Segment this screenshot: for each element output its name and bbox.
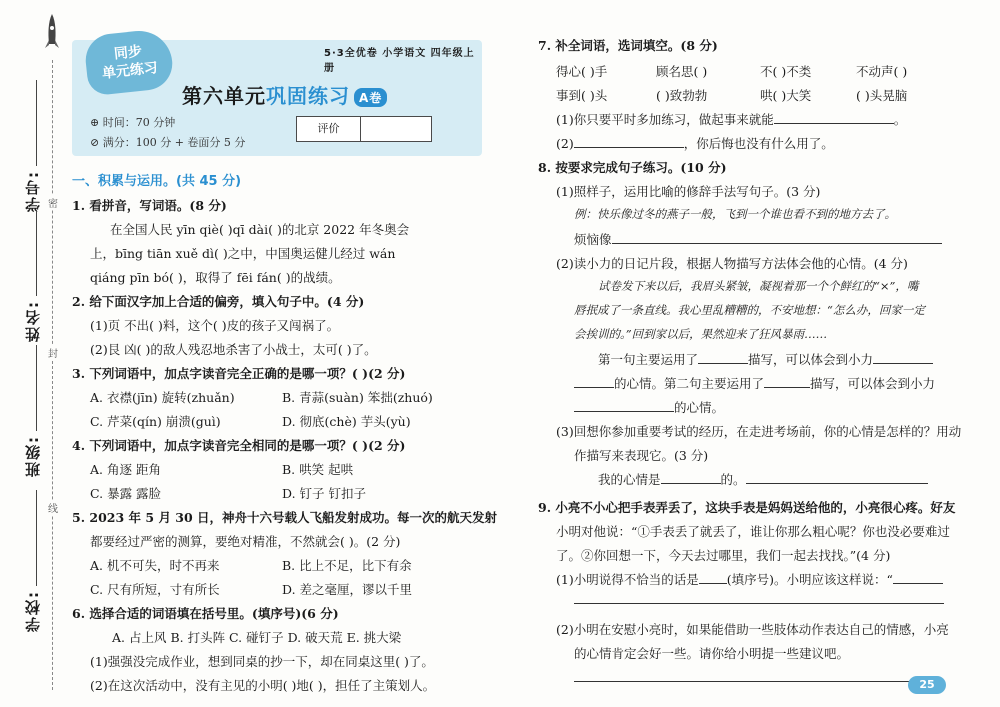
q1-line-2: 上，bīng tiān xuě dì( )之中，中国奥运健儿经过 wán bbox=[90, 246, 396, 261]
score-info: ⊘ 满分：100 分 + 卷面分 5 分 bbox=[90, 136, 246, 149]
q7-sentence-2 bbox=[556, 134, 834, 152]
q5-line-2: 都要经过严密的测算，要绝对精准，不然就会( )。(2 分) bbox=[90, 534, 401, 549]
page-number: 25 bbox=[908, 676, 946, 694]
q9-part-1-line bbox=[574, 592, 944, 607]
q3-option-d[interactable]: D. 彻底(chè) 芋头(yù) bbox=[282, 414, 411, 429]
q8-answer-3 bbox=[574, 398, 724, 416]
q7-word-4: 不动声( ) bbox=[856, 64, 908, 79]
q7-s1-text: (1)你只要平时多加练习，做起事来就能 bbox=[556, 112, 774, 127]
title-tag: A卷 bbox=[354, 88, 387, 107]
q8-mood-blank[interactable] bbox=[661, 483, 721, 484]
q9-part-2: (2)小明在安慰小亮时，如果能借助一些肢体动作表达自己的情感，小亮 bbox=[556, 622, 949, 637]
title-accent: 巩固练习 bbox=[266, 84, 350, 108]
binding-strip bbox=[0, 0, 68, 707]
q3-option-b[interactable]: B. 青蒜(suàn) 笨拙(zhuó) bbox=[282, 390, 433, 405]
q7-prompt: 7. 补全词语，选词填空。(8 分) bbox=[538, 38, 718, 53]
q6-line-2: (2)在这次活动中，没有主见的小明( )地( )，担任了主策划人。 bbox=[90, 678, 436, 693]
q8-a3-post: 的心情。 bbox=[674, 400, 725, 415]
mark-seal-2: 封 bbox=[48, 345, 58, 360]
q9-p1-answer-line[interactable] bbox=[574, 603, 944, 604]
q8-passage-2: 唇抿成了一条直线。我心里乱糟糟的，不安地想：“怎么办，回家一定 bbox=[574, 303, 925, 317]
q7-s1-blank[interactable] bbox=[774, 123, 894, 124]
q3-option-a[interactable]: A. 衣襟(jīn) 旋转(zhuǎn) bbox=[90, 390, 235, 405]
q7-s2-post: ，你后悔也没有什么用了。 bbox=[683, 136, 834, 151]
q5-option-c[interactable]: C. 尺有所短，寸有所长 bbox=[90, 582, 220, 597]
label-student-id: 学号: bbox=[24, 170, 42, 212]
q8-a2-blank-1[interactable] bbox=[574, 387, 614, 388]
q8-ex-blank[interactable] bbox=[612, 243, 942, 244]
q8-answer-1 bbox=[598, 350, 933, 368]
q7-word-3: 不( )不类 bbox=[760, 64, 812, 79]
q8-answer-2 bbox=[574, 374, 935, 392]
q8-passage-3: 会挨训的。”回到家以后，果然迎来了狂风暴雨…… bbox=[574, 327, 828, 341]
q8-passage-1: 试卷发下来以后，我眉头紧皱，凝视着那一个个鲜红的“×”，嘴 bbox=[598, 279, 919, 293]
q7-word-6: ( )致勃勃 bbox=[656, 88, 708, 103]
q9-part-1 bbox=[556, 570, 943, 588]
q1-line-3: qiáng pīn bó( )，取得了 fēi fán( )的战绩。 bbox=[90, 270, 341, 285]
fill-name[interactable] bbox=[36, 210, 37, 296]
q8-a1-pre: 第一句主要运用了 bbox=[598, 352, 699, 367]
q5-line-1: 5. 2023 年 5 月 30 日，神舟十六号载人飞船发射成功。每一次的航天发射 bbox=[72, 510, 498, 525]
q8-part-3: (3)回想你参加重要考试的经历，在走进考场前，你的心情是怎样的？用动 bbox=[556, 424, 962, 439]
time-info: ⊕ 时间：70 分钟 bbox=[90, 116, 176, 129]
title-prefix: 第六单元 bbox=[182, 84, 266, 108]
q9-p1-post: (填序号)。小明应该这样说：“ bbox=[726, 572, 893, 587]
evaluation-box bbox=[296, 116, 432, 142]
label-name: 姓名: bbox=[24, 300, 42, 342]
series-meta: 5·3全优卷 小学语文 四年级上册 bbox=[324, 48, 475, 74]
q8-a1-blank[interactable] bbox=[698, 363, 748, 364]
q4-prompt: 4. 下列词语中，加点字读音完全相同的是哪一项？( )(2 分) bbox=[72, 438, 406, 453]
evaluation-field[interactable] bbox=[361, 117, 431, 141]
q8-a1-blank-2[interactable] bbox=[873, 363, 933, 364]
page-title bbox=[182, 80, 387, 109]
mark-seal-3: 线 bbox=[48, 500, 58, 515]
fill-school[interactable] bbox=[36, 490, 37, 586]
q9-p1-blank[interactable] bbox=[699, 583, 727, 584]
q8-a2-mid: 的心情。第二句主要运用了 bbox=[614, 376, 765, 391]
q5-option-b[interactable]: B. 比上不足，比下有余 bbox=[282, 558, 412, 573]
q6-options: A. 占上风 B. 打头阵 C. 碰钉子 D. 破天荒 E. 挑大梁 bbox=[112, 630, 402, 645]
unit-badge bbox=[83, 28, 175, 97]
fill-student-id[interactable] bbox=[36, 80, 37, 166]
q8-mood-pre: 我的心情是 bbox=[598, 472, 661, 487]
cut-line bbox=[52, 60, 53, 690]
q8-part-3b: 作描写来表现它。(3 分) bbox=[574, 448, 709, 463]
exam-header bbox=[72, 40, 482, 156]
q6-prompt: 6. 选择合适的词语填在括号里。(填序号)(6 分) bbox=[72, 606, 339, 621]
q7-word-2: 顾名思( ) bbox=[656, 64, 708, 79]
q3-prompt: 3. 下列词语中，加点字读音完全正确的是哪一项？( )(2 分) bbox=[72, 366, 406, 381]
q2-prompt: 2. 给下面汉字加上合适的偏旁，填入句子中。(4 分) bbox=[72, 294, 365, 309]
q8-part-1: (1)照样子，运用比喻的修辞手法写句子。(3 分) bbox=[556, 184, 821, 199]
q5-option-a[interactable]: A. 机不可失，时不再来 bbox=[90, 558, 220, 573]
q9-part-2-line bbox=[574, 670, 944, 685]
q8-a2-post: 描写，可以体会到小力 bbox=[810, 376, 936, 391]
q9-part-2b: 的心情肯定会好一些。请你给小明提一些建议吧。 bbox=[574, 646, 850, 661]
q8-mood-post: 的。 bbox=[720, 472, 746, 487]
q7-s1-end: 。 bbox=[893, 112, 907, 127]
q9-line-3: 了。②你回想一下，今天去过哪里，我们一起去找找。”(4 分) bbox=[556, 548, 891, 563]
rocket-icon bbox=[44, 14, 60, 54]
q4-option-b[interactable]: B. 哄笑 起哄 bbox=[282, 462, 354, 477]
q9-line-1: 9. 小亮不小心把手表弄丢了，这块手表是妈妈送给他的，小亮很心疼。好友 bbox=[538, 500, 956, 515]
label-class: 班级: bbox=[24, 435, 42, 477]
q3-option-c[interactable]: C. 芹菜(qín) 崩溃(guì) bbox=[90, 414, 221, 429]
label-school: 学校: bbox=[24, 590, 42, 632]
q4-option-a[interactable]: A. 角逐 距角 bbox=[90, 462, 161, 477]
q2-line-1: (1)页 不出( )料，这个( )皮的孩子又闯祸了。 bbox=[90, 318, 340, 333]
q9-line-2: 小明对他说：“①手表丢了就丢了，谁让你那么粗心呢？你也没必要难过 bbox=[556, 524, 950, 539]
badge-line-2: 单元练习 bbox=[101, 60, 159, 82]
q7-word-7: 哄( )大笑 bbox=[760, 88, 812, 103]
q7-word-8: ( )头晃脑 bbox=[856, 88, 908, 103]
q2-line-2: (2)艮 凶( )的敌人残忍地杀害了小战士，太可( )了。 bbox=[90, 342, 377, 357]
q8-example-answer bbox=[574, 230, 942, 248]
q8-part-2: (2)读小力的日记片段，根据人物描写方法体会他的心情。(4 分) bbox=[556, 256, 908, 271]
q1-prompt: 1. 看拼音，写词语。(8 分) bbox=[72, 198, 227, 213]
q1-line-1: 在全国人民 yīn qiè( )qī dài( )的北京 2022 年冬奥会 bbox=[110, 222, 410, 237]
q8-a3-blank[interactable] bbox=[574, 411, 674, 412]
q5-option-d[interactable]: D. 差之毫厘，谬以千里 bbox=[282, 582, 413, 597]
q7-sentence-1 bbox=[556, 110, 906, 128]
q8-example: 例：快乐像过冬的燕子一般，飞到一个谁也看不到的地方去了。 bbox=[574, 207, 896, 221]
q6-line-1: (1)强强没完成作业，想到同桌的抄一下，却在同桌这里( )了。 bbox=[90, 654, 434, 669]
evaluation-label: 评价 bbox=[297, 117, 361, 141]
q8-prompt: 8. 按要求完成句子练习。(10 分) bbox=[538, 160, 727, 175]
q8-a1-mid: 描写，可以体会到小力 bbox=[748, 352, 874, 367]
q4-option-c[interactable]: C. 暴露 露脸 bbox=[90, 486, 162, 501]
q7-s2-blank[interactable] bbox=[574, 147, 684, 148]
mark-seal-1: 密 bbox=[48, 195, 58, 210]
q7-word-1: 得心( )手 bbox=[556, 64, 608, 79]
q8-mood-blank-2[interactable] bbox=[746, 483, 928, 484]
fill-class[interactable] bbox=[36, 345, 37, 431]
q8-a2-blank-2[interactable] bbox=[764, 387, 810, 388]
q9-p1-blank-2[interactable] bbox=[893, 583, 943, 584]
q4-option-d[interactable]: D. 钉子 钉扣子 bbox=[282, 486, 366, 501]
q8-ex-prefix: 烦恼像 bbox=[574, 232, 612, 247]
q9-p2-answer-line[interactable] bbox=[574, 681, 944, 682]
q8-mood bbox=[598, 470, 928, 488]
section-heading: 一、积累与运用。(共 45 分) bbox=[72, 174, 242, 189]
badge-line-1: 同步 bbox=[113, 43, 143, 63]
q7-s2-pre: (2) bbox=[556, 136, 574, 151]
q7-word-5: 事到( )头 bbox=[556, 88, 608, 103]
q9-p1-pre: (1)小明说得不恰当的话是 bbox=[556, 572, 699, 587]
